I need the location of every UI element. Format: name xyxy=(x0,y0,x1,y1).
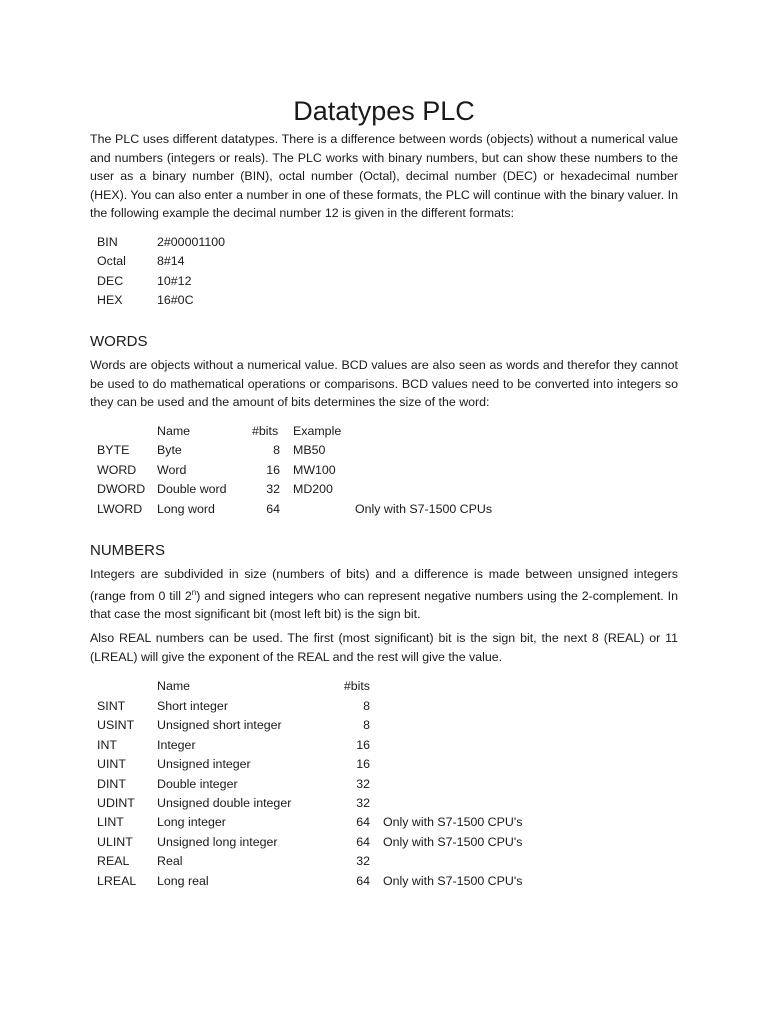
numbers-paragraph-1 xyxy=(90,565,678,624)
table-row xyxy=(90,736,678,755)
table-header-row xyxy=(90,677,678,696)
note-cell: Only with S7-1500 CPU's xyxy=(383,815,523,829)
name-cell: Long integer xyxy=(157,815,226,829)
name-cell: Short integer xyxy=(157,699,228,713)
type-cell: UINT xyxy=(97,757,126,771)
name-cell: Byte xyxy=(157,443,182,457)
table-row xyxy=(90,775,678,794)
numbers-heading: NUMBERS xyxy=(90,542,166,559)
page-title: Datatypes PLC xyxy=(293,96,475,126)
intro-paragraph: The PLC uses different datatypes. There is a difference between words (objects) without a numerical value and numbers (integers or reals). The PLC works with binary numbers, but can show these numbers to the user as a binary number (BIN), octal number (Octal), decimal number (DEC) or hexadecimal number (HEX). You can also enter a number in one of these formats, the PLC will continue with the binary valuer. In the following example the decimal number 12 is given in the different formats: xyxy=(90,132,678,221)
type-cell: USINT xyxy=(97,718,135,732)
table-row xyxy=(90,794,678,813)
column-header-name: Name xyxy=(157,424,191,438)
bits-cell: 32 xyxy=(356,777,370,791)
note-cell: Only with S7-1500 CPUs xyxy=(355,502,493,516)
column-header-bits: #bits xyxy=(252,424,279,438)
numbers-paragraph-2: Also REAL numbers can be used. The first (most significant) bit is the sign bit, the next 8 (REAL) or 11 (LREAL) will give the exponent of the REAL and the rest will give the value. xyxy=(90,631,678,664)
format-label: BIN xyxy=(97,235,118,249)
bits-cell: 16 xyxy=(356,757,370,771)
format-value: 8#14 xyxy=(157,254,185,268)
name-cell: Word xyxy=(157,463,187,477)
bits-cell: 8 xyxy=(273,443,280,457)
type-cell: DWORD xyxy=(97,482,146,496)
name-cell: Real xyxy=(157,854,183,868)
format-value: 2#00001100 xyxy=(157,235,225,249)
type-cell: DINT xyxy=(97,777,126,791)
name-cell: Double word xyxy=(157,482,227,496)
table-row xyxy=(90,233,678,252)
type-cell: INT xyxy=(97,738,117,752)
bits-cell: 64 xyxy=(356,874,370,888)
numbers-text-part-a: Integers are subdivided in size (numbers of bits) and a difference is made between unsigned integers (range from 0 till 2 xyxy=(90,567,678,603)
note-cell: Only with S7-1500 CPU's xyxy=(383,874,523,888)
name-cell: Integer xyxy=(157,738,196,752)
name-cell: Unsigned long integer xyxy=(157,835,278,849)
bits-cell: 8 xyxy=(363,699,370,713)
format-value: 10#12 xyxy=(157,274,192,288)
bits-cell: 8 xyxy=(363,718,370,732)
format-value: 16#0C xyxy=(157,293,194,307)
type-cell: LWORD xyxy=(97,502,143,516)
example-cell: MW100 xyxy=(293,463,336,477)
name-cell: Unsigned short integer xyxy=(157,718,282,732)
table-header-row xyxy=(90,422,678,441)
numbers-text-part-b: ) and signed integers who can represent negative numbers using the 2-complement. In that case the most significant bit (most left bit) is the sign bit. xyxy=(90,588,678,622)
bits-cell: 64 xyxy=(356,835,370,849)
format-label: HEX xyxy=(97,293,123,307)
bits-cell: 32 xyxy=(356,854,370,868)
format-label: Octal xyxy=(97,254,126,268)
column-header-bits: #bits xyxy=(343,679,370,693)
example-cell: MD200 xyxy=(293,482,333,496)
name-cell: Unsigned double integer xyxy=(157,796,292,810)
words-paragraph: Words are objects without a numerical value. BCD values are also seen as words and therefor they cannot be used to do mathematical operations or comparisons. BCD values need to be converted into integers so they can be used and the amount of bits determines the size of the word: xyxy=(90,358,678,410)
example-cell: MB50 xyxy=(293,443,326,457)
bits-cell: 64 xyxy=(356,815,370,829)
table-row xyxy=(90,252,678,271)
table-row xyxy=(90,852,678,871)
name-cell: Long real xyxy=(157,874,209,888)
table-row xyxy=(90,441,678,460)
numbers-text-superscript: n xyxy=(191,587,197,597)
type-cell: WORD xyxy=(97,463,137,477)
note-cell: Only with S7-1500 CPU's xyxy=(383,835,523,849)
bits-cell: 32 xyxy=(356,796,370,810)
column-header-example: Example xyxy=(293,424,342,438)
bits-cell: 16 xyxy=(356,738,370,752)
table-row xyxy=(90,480,678,499)
type-cell: BYTE xyxy=(97,443,130,457)
name-cell: Long word xyxy=(157,502,215,516)
type-cell: LREAL xyxy=(97,874,137,888)
table-row xyxy=(90,813,678,832)
column-header-name: Name xyxy=(157,679,191,693)
table-row xyxy=(90,272,678,291)
bits-cell: 32 xyxy=(266,482,280,496)
table-row xyxy=(90,291,678,310)
table-row xyxy=(90,500,678,519)
type-cell: LINT xyxy=(97,815,124,829)
format-label: DEC xyxy=(97,274,124,288)
type-cell: UDINT xyxy=(97,796,135,810)
bits-cell: 64 xyxy=(266,502,280,516)
words-heading: WORDS xyxy=(90,333,148,350)
type-cell: SINT xyxy=(97,699,126,713)
table-row xyxy=(90,697,678,716)
table-row xyxy=(90,833,678,852)
type-cell: REAL xyxy=(97,854,130,868)
name-cell: Double integer xyxy=(157,777,238,791)
bits-cell: 16 xyxy=(266,463,280,477)
table-row xyxy=(90,755,678,774)
type-cell: ULINT xyxy=(97,835,133,849)
table-row xyxy=(90,716,678,735)
table-row xyxy=(90,872,678,891)
table-row xyxy=(90,461,678,480)
name-cell: Unsigned integer xyxy=(157,757,251,771)
